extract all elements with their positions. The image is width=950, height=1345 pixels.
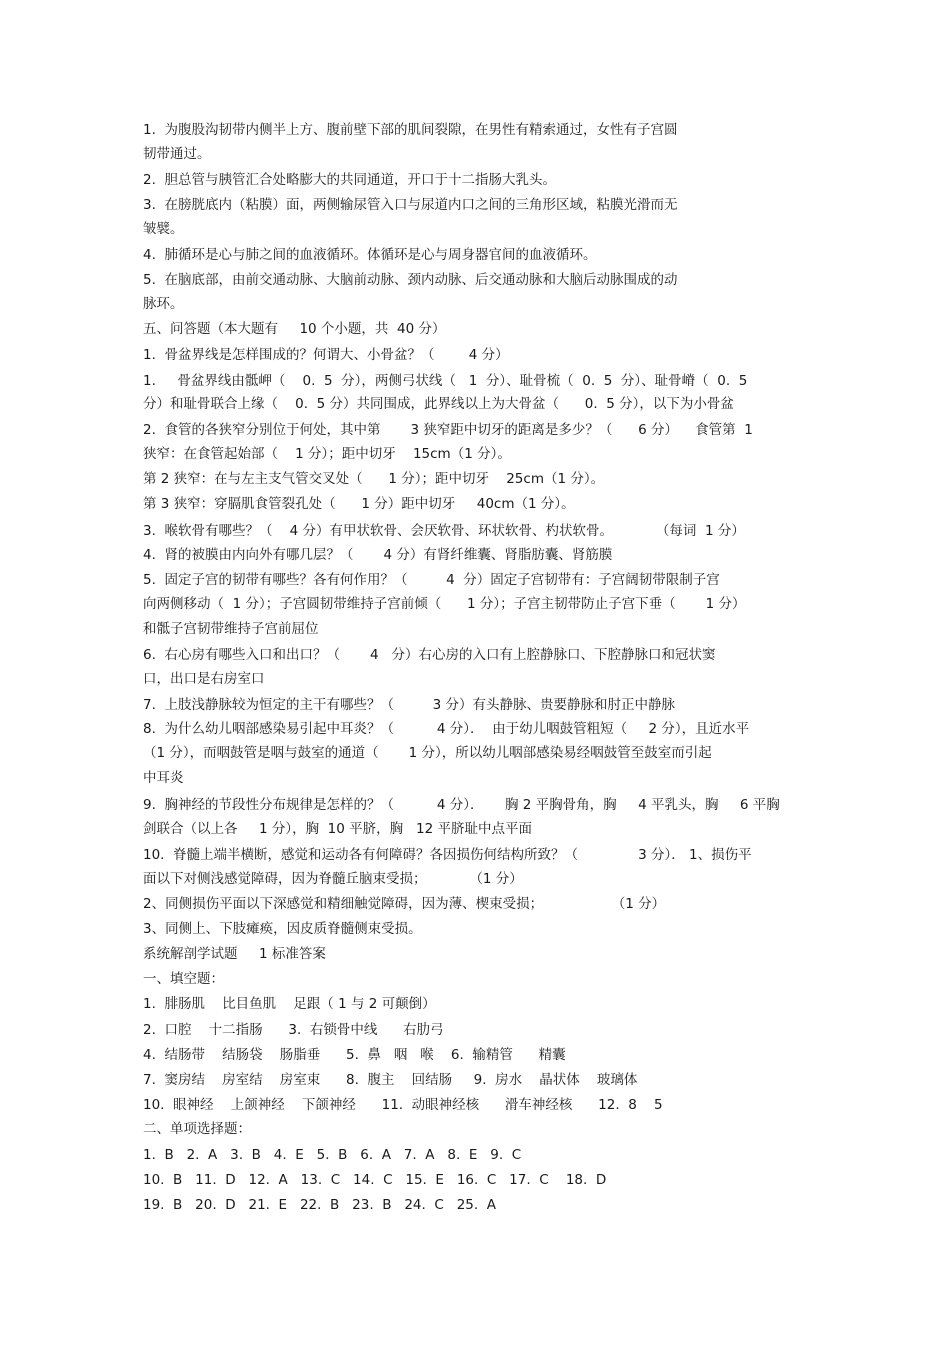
text-line: 10. 眼神经 上颌神经 下颌神经 11. 动眼神经核 滑车神经核 12. 8 5	[143, 1097, 663, 1113]
text-line: 7. 上肢浅静脉较为恒定的主干有哪些？（ 3 分）有头静脉、贵要静脉和肘正中静脉	[143, 697, 675, 713]
text-line: 1. 腓肠肌 比目鱼肌 足跟（ 1 与 2 可颠倒）	[143, 996, 436, 1012]
text-line: 5. 在脑底部，由前交通动脉、大脑前动脉、颈内动脉、后交通动脉和大脑后动脉围成的动	[143, 272, 678, 288]
text-line: 向两侧移动（ 1 分）；子宫圆韧带维持子宫前倾（ 1 分）；子宫主韧带防止子宫下垂（ 1 分）	[143, 596, 746, 612]
text-line: 面以下对侧浅感觉障碍，因为脊髓丘脑束受损； （1 分）	[143, 871, 523, 887]
text-line: 3、同侧上、下肢瘫痪，因皮质脊髓侧束受损。	[143, 921, 422, 937]
text-line: 韧带通过。	[143, 146, 211, 162]
text-line: 狭窄：在食管起始部（ 1 分）；距中切牙 15cm（1 分）。	[143, 446, 511, 462]
text-line: 4. 肺循环是心与肺之间的血液循环。体循环是心与周身器官间的血液循环。	[143, 247, 597, 263]
text-line: 2、同侧损伤平面以下深感觉和精细触觉障碍，因为薄、楔束受损； （1 分）	[143, 896, 666, 912]
text-line: 2. 食管的各狭窄分别位于何处，其中第 3 狭窄距中切牙的距离是多少？（ 6 分） 食管第 1	[143, 422, 753, 438]
text-line: 1. 骨盆界线是怎样围成的？何谓大、小骨盆？（ 4 分）	[143, 347, 509, 363]
text-line: 中耳炎	[143, 770, 184, 786]
text-line: 脉环。	[143, 296, 184, 312]
text-line: 2. 口腔 十二指肠 3. 右锁骨中线 右肋弓	[143, 1022, 444, 1038]
text-line: 1. 为腹股沟韧带内侧半上方、腹前壁下部的肌间裂隙，在男性有精索通过，女性有子宫圆	[143, 122, 678, 138]
answer-key-title: 系统解剖学试题 1 标准答案	[143, 946, 326, 962]
text-line: 9. 胸神经的节段性分布规律是怎样的？（ 4 分）． 胸 2 平胸骨角，胸 4 平乳头，胸 6 平胸	[143, 797, 780, 813]
text-line: 3. 在膀胱底内（粘膜）面，两侧输尿管入口与尿道内口之间的三角形区域，粘膜光滑而无	[143, 197, 678, 213]
text-line: 4. 肾的被膜由内向外有哪几层？（ 4 分）有肾纤维囊、肾脂肪囊、肾筋膜	[143, 547, 613, 563]
text-line: 3. 喉软骨有哪些？（ 4 分）有甲状软骨、会厌软骨、环状软骨、杓状软骨。 （每词 1 分）	[143, 523, 745, 539]
text-line: 剑联合（以上各 1 分），胸 10 平脐，胸 12 平脐耻中点平面	[143, 821, 532, 837]
section-heading: 二、单项选择题：	[143, 1121, 251, 1137]
text-line: 10. 脊髓上端半横断，感觉和运动各有何障碍？各因损伤何结构所致？（ 3 分）． 1、损伤平	[143, 847, 752, 863]
text-line: 第 3 狭窄：穿膈肌食管裂孔处（ 1 分）距中切牙 40cm（1 分）。	[143, 496, 575, 512]
text-line: 5. 固定子宫的韧带有哪些？各有何作用？（ 4 分）固定子宫韧带有：子宫阔韧带限制子宫	[143, 572, 720, 588]
section-heading: 五、问答题（本大题有 10 个小题，共 40 分）	[143, 321, 446, 337]
text-line: 第 2 狭窄：在与左主支气管交叉处（ 1 分）；距中切牙 25cm（1 分）。	[143, 471, 605, 487]
text-line: 分）和耻骨联合上缘（ 0. 5 分）共同围成，此界线以上为大骨盆（ 0. 5 分），以下为小骨盆	[143, 396, 734, 412]
text-line: 皱襞。	[143, 221, 184, 237]
section-heading: 一、填空题：	[143, 971, 224, 987]
text-line: 1. B 2. A 3. B 4. E 5. B 6. A 7. A 8. E 9. C	[143, 1147, 522, 1163]
text-line: 8. 为什么幼儿咽部感染易引起中耳炎？（ 4 分）． 由于幼儿咽鼓管粗短（ 2 分），且近水平	[143, 721, 750, 737]
text-line: 10. B 11. D 12. A 13. C 14. C 15. E 16. C 17. C 18. D	[143, 1172, 607, 1188]
text-line: 1. 骨盆界线由骶岬（ 0. 5 分），两侧弓状线（ 1 分）、耻骨梳（ 0. 5 分）、耻骨嵴（ 0. 5	[143, 373, 748, 389]
text-line: 19. B 20. D 21. E 22. B 23. B 24. C 25. A	[143, 1197, 496, 1213]
text-line: 口，出口是右房室口	[143, 671, 265, 687]
text-line: 4. 结肠带 结肠袋 肠脂垂 5. 鼻 咽 喉 6. 输精管 精囊	[143, 1047, 566, 1063]
text-line: 2. 胆总管与胰管汇合处略膨大的共同通道，开口于十二指肠大乳头。	[143, 172, 556, 188]
text-line: （1 分），而咽鼓管是咽与鼓室的通道（ 1 分），所以幼儿咽部感染易经咽鼓管至鼓室而引起	[143, 745, 712, 761]
text-line: 6. 右心房有哪些入口和出口？（ 4 分）右心房的入口有上腔静脉口、下腔静脉口和冠状窦	[143, 647, 716, 663]
text-line: 7. 窦房结 房室结 房室束 8. 腹主 回结肠 9. 房水 晶状体 玻璃体	[143, 1072, 638, 1088]
text-line: 和骶子宫韧带维持子宫前屈位	[143, 621, 319, 637]
